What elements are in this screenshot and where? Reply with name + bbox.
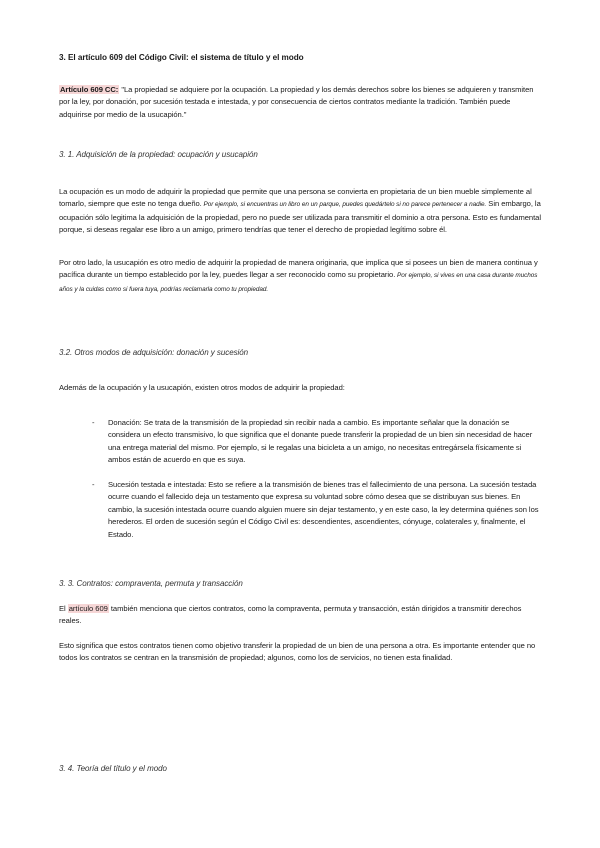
- contracts-pre: El: [59, 604, 68, 613]
- section-title-3-3: 3. 3. Contratos: compraventa, permuta y transacción: [59, 579, 243, 588]
- article-quote: [59, 84, 541, 121]
- acquisition-modes-list-2: [92, 479, 542, 541]
- list-bullet: -: [92, 480, 95, 489]
- list-item-text: Donación: Se trata de la transmisión de la propiedad sin recibir nada a cambio. Es importante señalar que la donación se considera un efecto transmisivo, lo que significa que el donante puede transferir la propiedad de un bien sin necesidad de hacer una entrega material del mismo. Por ejemplo, si le regalas una bicicleta a un amigo, no necesitas entregársela físicamente si ambos están de acuerdo en que es suya.: [108, 418, 533, 465]
- sec2-intro: Además de la ocupación y la usucapión, existen otros modos de adquirir la propiedad:: [59, 383, 345, 392]
- section-title-3-4: 3. 4. Teoría del título y el modo: [59, 764, 167, 773]
- ocupacion-text: La ocupación es un modo de adquirir la propiedad que permite que una persona se convierta en propietaria de un bien mueble simplemente al tomarlo, siempre que este no tenga dueño.: [59, 187, 532, 209]
- acquisition-modes-list: [92, 417, 542, 467]
- article-label-highlight: Artículo 609 CC:: [60, 85, 119, 94]
- section-title-3-1: 3. 1. Adquisición de la propiedad: ocupación y usucapión: [59, 150, 258, 159]
- contracts-post: también menciona que ciertos contratos, como la compraventa, permuta y transacción, están dirigidos a transmitir derechos reales.: [59, 604, 522, 626]
- main-heading: 3. El artículo 609 del Código Civil: el sistema de título y el modo: [59, 53, 304, 62]
- list-item-text: Sucesión testada e intestada: Esto se refiere a la transmisión de bienes tras el fallecimiento de una persona. La sucesión testada ocurre cuando el fallecido deja un testamento que expresa su voluntad sobre cómo desea que se distribuyan sus bienes. En cambio, la sucesión intestada ocurre cuando alguien muere sin dejar testamento, y en este caso, la ley determina quiénes son los herederos. El orden de sucesión según el Código Civil es: descendientes, ascendientes, cónyuge, colaterales y, finalmente, el Estado.: [108, 480, 539, 539]
- list-bullet: -: [92, 418, 95, 427]
- usucapion-example: Por ejemplo, si vives en una casa durante muchos años y la cuidas como si fuera tuya, podrías reclamarla como tu propiedad.: [59, 272, 538, 293]
- article-quote-text: "La propiedad se adquiere por la ocupación. La propiedad y los demás derechos sobre los bienes se adquieren y transmiten por la ley, por donación, por sucesión testada e intestada, y por consecuencia de ciertos contratos mediante la tradición. También puede adquirirse por medio de la usucapión.": [59, 85, 534, 119]
- list-item: [92, 417, 542, 467]
- usucapion-text: Por otro lado, la usucapión es otro medio de adquirir la propiedad de manera originaria, que implica que si posees un bien de manera continua y pacífica durante un tiempo establecido por la ley, puedes llegar a ser reconocido como su propietario.: [59, 258, 538, 280]
- section-title-3-2: 3.2. Otros modos de adquisición: donación y sucesión: [59, 348, 249, 357]
- contracts-explanation: Esto significa que estos contratos tienen como objetivo transferir la propiedad de un bien de una persona a otra. Es importante entender que no todos los contratos se centran en la transmisión de propiedad; algunos, como los de servicios, no tienen esta finalidad.: [59, 641, 536, 663]
- ocupacion-text-cont: Sin embargo, la ocupación sólo legitima la adquisición de la propiedad, pero no puede ser utilizada para transmitir el dominio a otra persona. Esto es fundamental porque, si deseas regalar ese libro a un amigo, primero tendrías que tener el derecho de propiedad legítimo sobre él.: [59, 199, 541, 235]
- ocupacion-paragraph: [59, 186, 541, 237]
- usucapion-paragraph: [59, 257, 541, 296]
- contracts-paragraph: [59, 603, 541, 628]
- article-609-highlight: artículo 609: [68, 604, 108, 613]
- ocupacion-example: Por ejemplo, si encuentras un libro en un parque, puedes quedártelo si no parece pertenecer a nadie.: [201, 201, 487, 209]
- list-item: [92, 479, 542, 541]
